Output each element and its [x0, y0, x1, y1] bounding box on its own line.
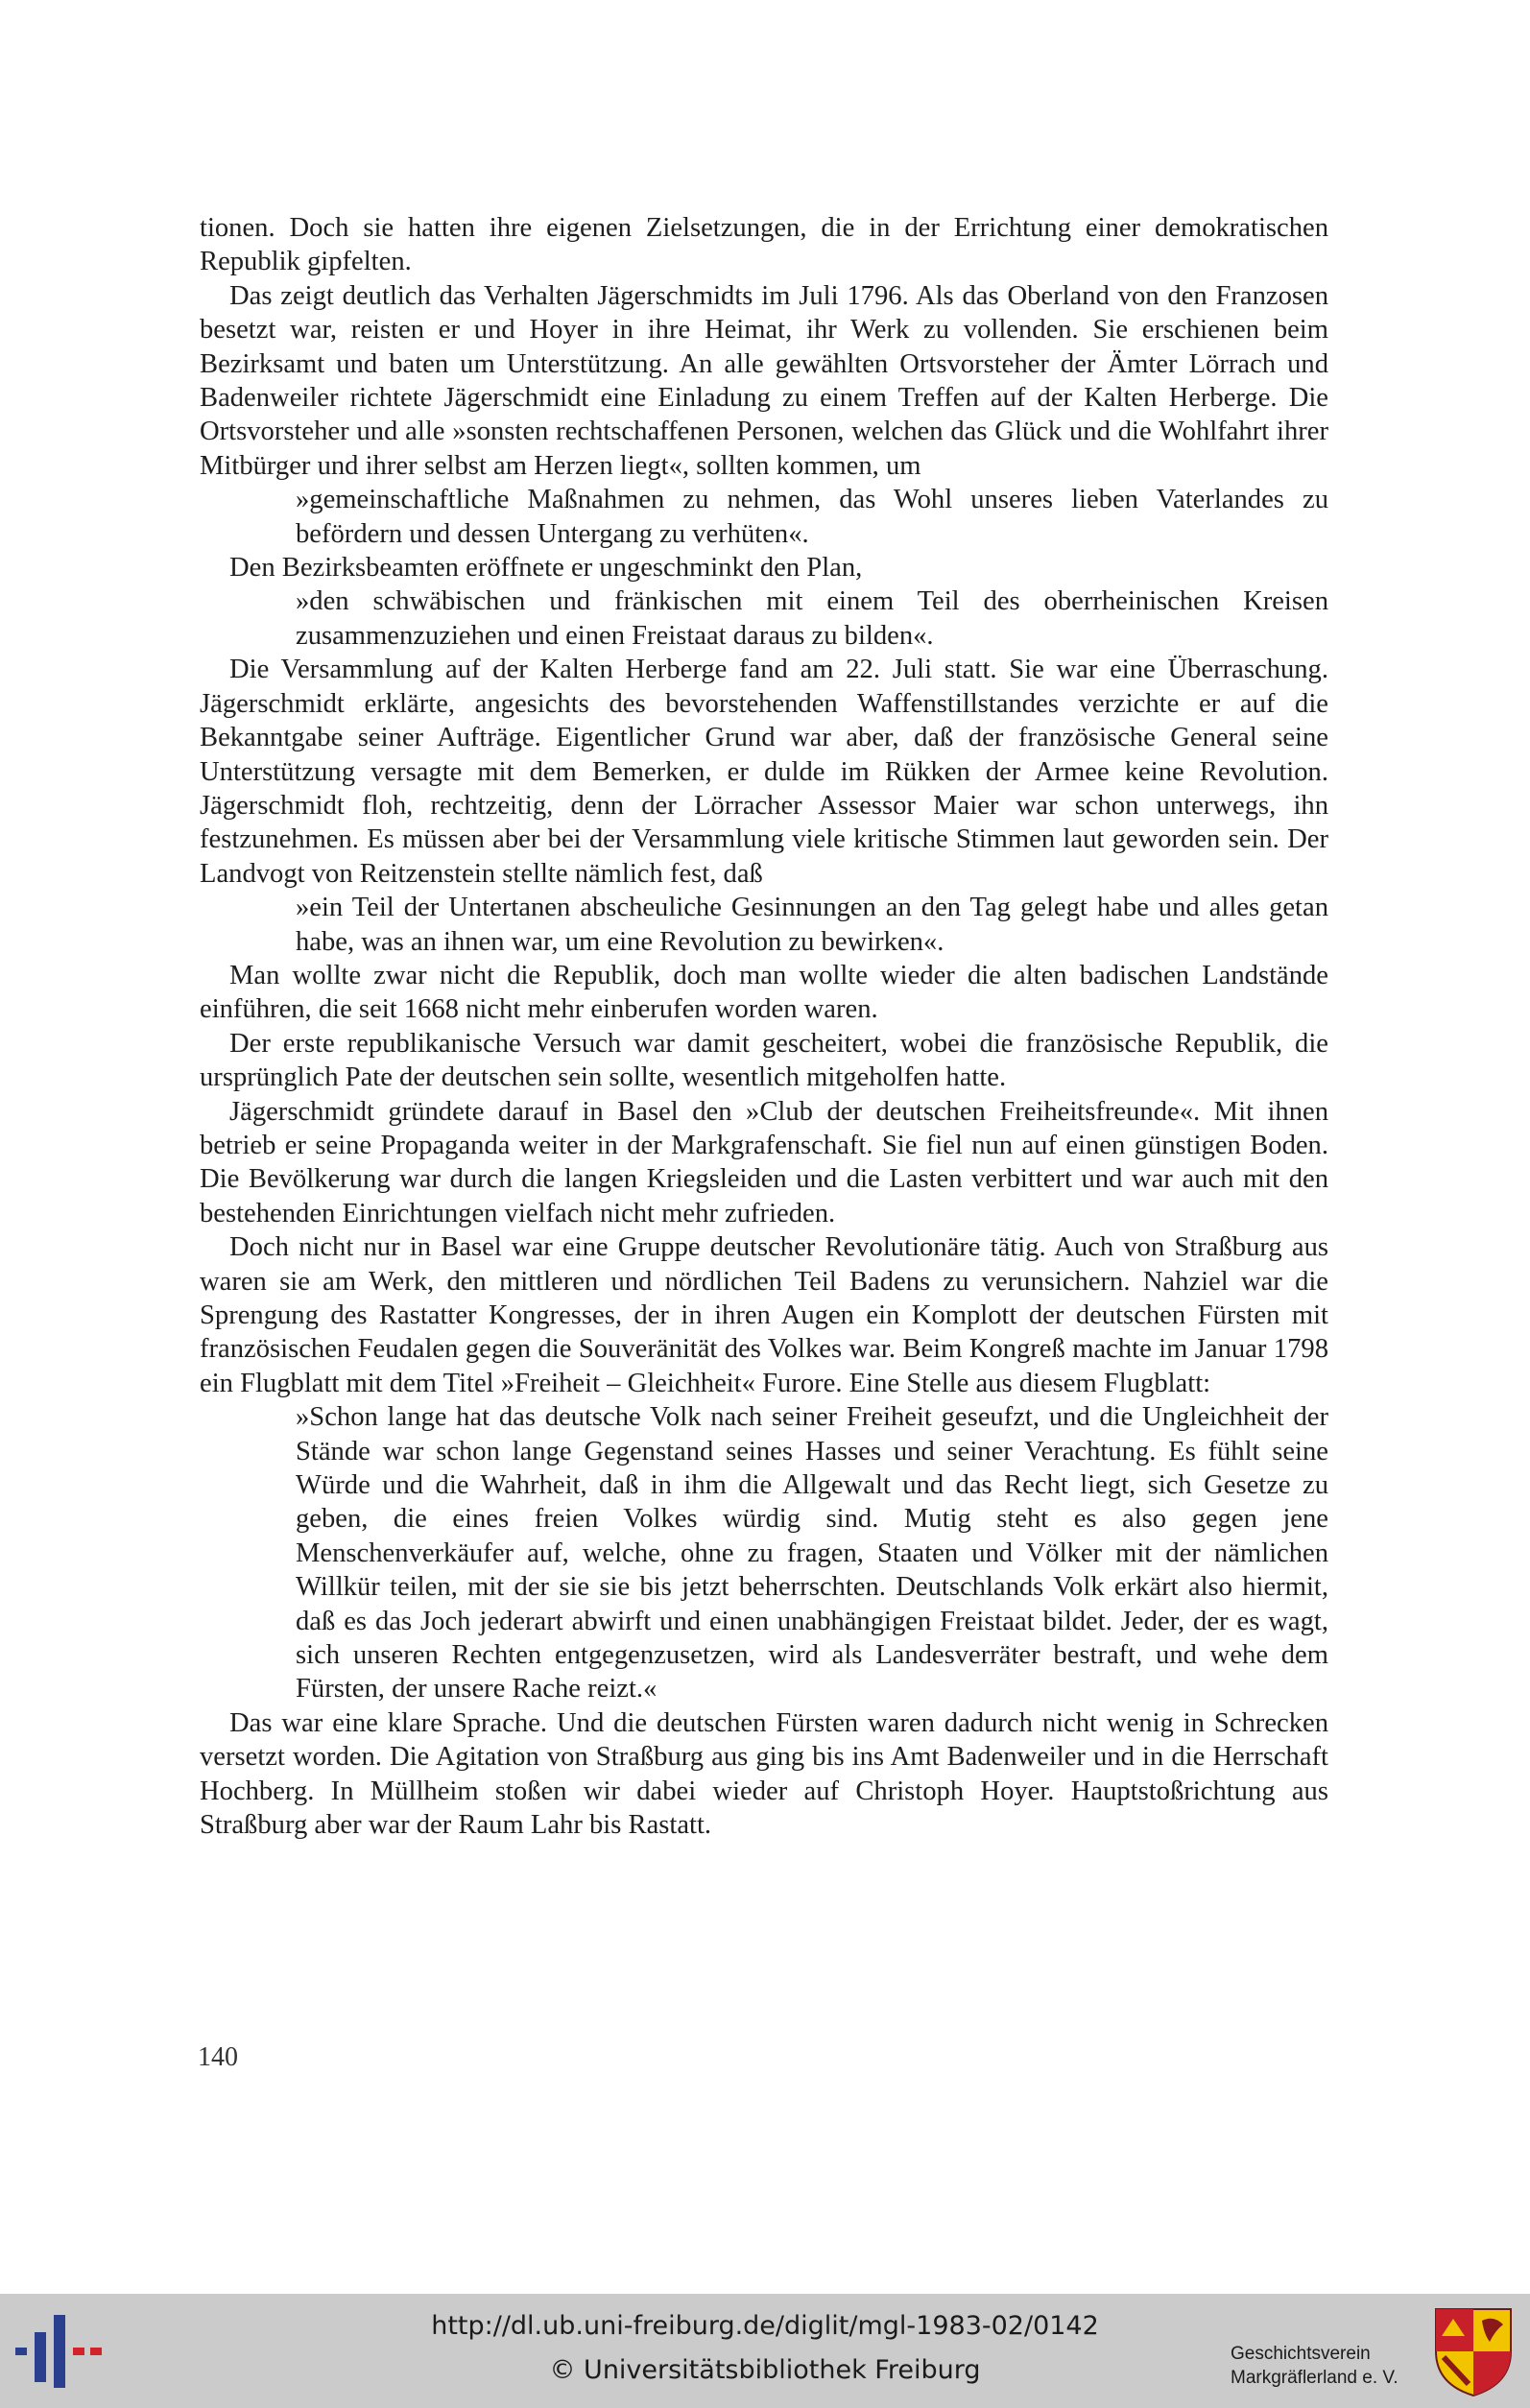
coat-of-arms-icon[interactable]	[1434, 2307, 1513, 2397]
paragraph: Jägerschmidt gründete darauf in Basel den »Club der deutschen Freiheitsfreunde«. Mit ihnen betrieb er seine Propaganda weiter in der Markgrafenschaft. Sie fiel nun auf einen günstigen Boden. Die Bevölkerung war durch die langen Kriegsleiden und die Lasten verbittert und war auch mit den bestehenden Einrichtungen vielfach nicht mehr zufrieden.	[200, 1096, 1328, 1228]
block-quote: »gemeinschaftliche Maßnahmen zu nehmen, das Wohl unseres lieben Vaterlandes zu befördern und dessen Untergang zu verhüten«.	[296, 485, 1328, 549]
paragraph: Das zeigt deutlich das Verhalten Jägerschmidts im Juli 1796. Als das Oberland von den Franzosen besetzt war, reisten er und Hoyer in ihre Heimat, ihr Werk zu vollenden. Sie erschienen beim Bezirksamt und baten um Unterstützung. An alle gewählten Ortsvorsteher der Ämter Lörrach und Badenweiler richtete Jägerschmidt eine Einladung zu einem Treffen auf der Kalten Herberge. Die Ortsvorsteher und alle »sonsten rechtschaffenen Personen, welchen das Glück und die Wohlfahrt ihrer Mitbürger und ihrer selbst am Herzen liegt«, sollten kommen, um	[200, 280, 1328, 481]
paragraph: Den Bezirksbeamten eröffnete er ungeschminkt den Plan,	[229, 553, 863, 584]
paragraph: Die Versammlung auf der Kalten Herberge fand am 22. Juli statt. Sie war eine Überraschung. Jägerschmidt erklärte, angesichts des bevorstehenden Waffenstillstandes verzichte er auf die Bekanntgabe seiner Aufträge. Eigentlicher Grund war aber, daß der französische General seine Unterstützung versagte mit dem Bemerken, er dulde im Rükken der Armee keine Revolution. Jägerschmidt floh, rechtzeitig, denn der Lörracher Assessor Maier war schon unterwegs, ihn festzunehmen. Es müssen aber bei der Versammlung viele kritische Stimmen laut geworden sein. Der Landvogt von Reitzenstein stellte nämlich fest, daß	[200, 655, 1328, 889]
footer-bar	[0, 2294, 1530, 2408]
body-text	[200, 211, 1328, 1843]
document-url[interactable]: http://dl.ub.uni-freiburg.de/diglit/mgl-1983-02/0142	[431, 2311, 1099, 2341]
paragraph: Man wollte zwar nicht die Republik, doch man wollte wieder die alten badischen Landstände einführen, die seit 1668 nicht mehr einberufen worden waren.	[200, 960, 1328, 1025]
society-name	[1231, 2342, 1432, 2390]
block-quote: »Schon lange hat das deutsche Volk nach seiner Freiheit geseufzt, und die Ungleichheit der Stände war schon lange Gegenstand seines Hasses und seiner Verachtung. Es fühlt seine Würde und die Wahrheit, daß in ihm die Allgewalt und das Recht liegt, sich Gesetze zu geben, die eines freien Volkes würdig sind. Mutig steht es also gegen jene Menschenverkäufer auf, welche, ohne zu fragen, Staaten und Völker mit der nämlichen Willkür teilen, mit der sie sie bis jetzt beherrschten. Deutschlands Volk erkärt also hiermit, daß es das Joch jederart abwirft und einen unabhängigen Freistaat bildet. Jeder, der es wagt, sich unseren Rechten entgegenzusetzen, wird als Landesverräter bestraft, und wehe dem Fürsten, der unsere Rache reizt.«	[296, 1402, 1328, 1705]
society-name-line2: Markgräflerland e. V.	[1231, 2368, 1399, 2388]
paragraph: Doch nicht nur in Basel war eine Gruppe deutscher Revolutionäre tätig. Auch von Straßburg aus waren sie am Werk, den mittleren und nördlichen Teil Badens zu verunsichern. Nahziel war die Sprengung des Rastatter Kongresses, der in ihren Augen ein Komplott der deutschen Fürsten mit französischen Feudalen gegen die Souveränität des Volkes war. Beim Kongreß machte im Januar 1798 ein Flugblatt mit dem Titel »Freiheit – Gleichheit« Furore. Eine Stelle aus diesem Flugblatt:	[200, 1232, 1328, 1398]
paragraph: Der erste republikanische Versuch war damit gescheitert, wobei die französische Republik, die ursprünglich Pate der deutschen sein sollte, wesentlich mitgeholfen hatte.	[200, 1028, 1328, 1093]
copyright-notice: © Universitätsbibliothek Freiburg	[549, 2355, 981, 2385]
page-number: 140	[198, 2042, 238, 2072]
society-name-line1: Geschichtsverein	[1231, 2344, 1371, 2364]
block-quote: »den schwäbischen und fränkischen mit einem Teil des oberrheinischen Kreisen zusammenzuziehen und einen Freistaat daraus zu bilden«.	[296, 586, 1328, 651]
paragraph: tionen. Doch sie hatten ihre eigenen Zielsetzungen, die in der Errichtung einer demokratischen Republik gipfelten.	[200, 213, 1328, 277]
block-quote: »ein Teil der Untertanen abscheuliche Gesinnungen an den Tag gelegt habe und alles getan habe, was an ihnen war, um eine Revolution zu bewirken«.	[296, 893, 1328, 957]
paragraph: Das war eine klare Sprache. Und die deutschen Fürsten waren dadurch nicht wenig in Schrecken versetzt worden. Die Agitation von Straßburg aus ging bis ins Amt Badenweiler und in die Herrschaft Hochberg. In Müllheim stoßen wir dabei wieder auf Christoph Hoyer. Hauptstoßrichtung aus Straßburg aber war der Raum Lahr bis Rastatt.	[200, 1707, 1328, 1841]
